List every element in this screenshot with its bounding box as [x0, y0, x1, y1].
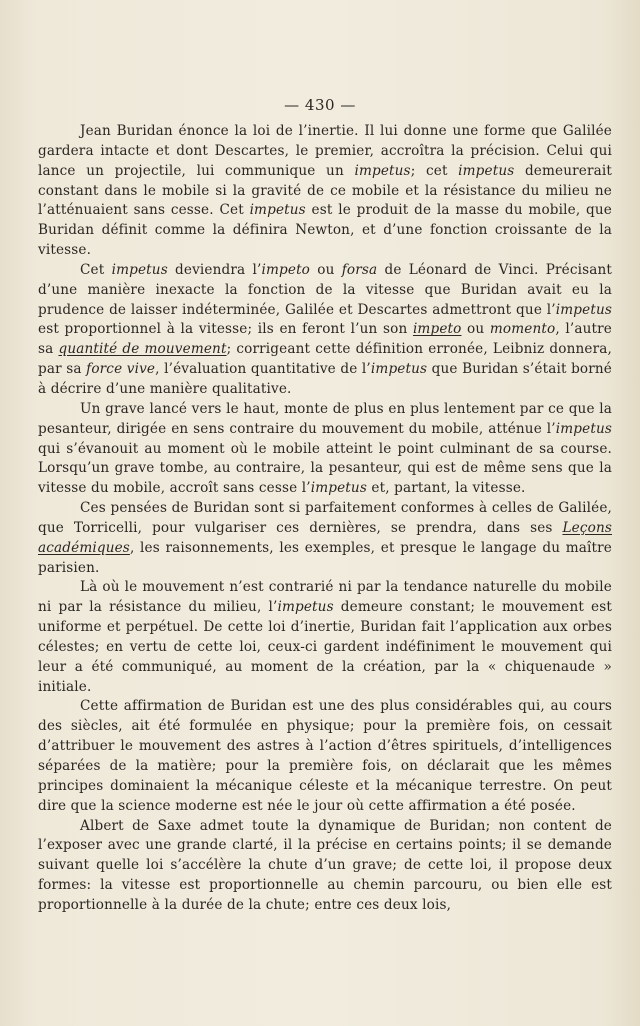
text-run: que Buridan s’était borné à décrire d’une manière qualitative.	[38, 361, 613, 397]
paragraph	[38, 400, 612, 499]
italic-term: impetus	[310, 480, 367, 497]
italic-term: momento	[489, 321, 556, 338]
text-run: Cet	[80, 261, 112, 278]
text-run: de Léonard de Vinci. Précisant d’une manière inexacte la fonction de la vitesse que Buridan avait eu la prudence de laisser indéterminée, Galilée et Descartes admettront que l’	[38, 261, 612, 318]
italic-term: impetus	[458, 162, 515, 179]
paragraph	[38, 261, 612, 400]
italic-term: quantité de mouvement	[58, 341, 227, 358]
paragraph	[38, 697, 612, 816]
italic-term: impetus	[555, 301, 612, 318]
paragraph	[38, 499, 612, 578]
paragraph	[38, 578, 612, 697]
text-run: Un grave lancé vers le haut, monte de plus en plus lentement par ce que la pesanteur, dirigée en sens contraire du mouvement du mobile, atténue l’	[38, 400, 612, 437]
italic-term: impetus	[277, 599, 334, 616]
body-text	[38, 122, 612, 916]
text-run: Ces pensées de Buridan sont si parfaitement conformes à celles de Galilée, que Torricelli, pour vulgariser ces dernières, se prendra, dans ses	[38, 500, 612, 536]
italic-term: impetus	[354, 162, 411, 179]
text-run: , les raisonnements, les exemples, et presque le langage du maître parisien.	[38, 539, 612, 576]
text-run: ou	[310, 261, 342, 278]
text-run: est le produit de la masse du mobile, que Buridan définit comme la définira Newton, et d’une fonction croissante de la vitesse.	[38, 202, 612, 259]
text-run: demeure constant; le mouvement est uniforme et perpétuel. De cette loi d’inertie, Buridan fait l’application aux orbes célestes; en vertu de cette loi, ceux-ci gardent indéfiniment le mouvement qui leur a été communiqué, au moment de la création, par la « chiquenaude » initiale.	[38, 599, 612, 695]
text-run: ou	[461, 321, 490, 338]
italic-term: impeto	[261, 261, 311, 278]
text-run: ; cet	[410, 162, 459, 179]
text-run: , l’autre sa	[38, 321, 612, 358]
paragraph	[38, 817, 612, 916]
text-run: Albert de Saxe admet toute la dynamique de Buridan; non content de l’exposer avec une grande clarté, il la précise en certains points; il se demande suivant quelle loi s’accélère la chute d’un grave; de cette loi, il propose deux formes: la vitesse est proportionnelle au chemin parcouru, ou bien elle est proportionnelle à la durée de la chute; entre ces deux lois,	[38, 817, 612, 913]
paragraph	[38, 122, 612, 261]
text-run: ; corrigeant cette définition erronée, Leibniz donnera, par sa	[38, 341, 612, 378]
italic-term: impetus	[370, 361, 428, 378]
text-run: est proportionnel à la vitesse; ils en feront l’un son	[38, 321, 413, 338]
text-run: Là où le mouvement n’est contrarié ni par la tendance naturelle du mobile ni par la résistance du milieu, l’	[38, 579, 612, 616]
text-run: Jean Buridan énonce la loi de l’inertie. Il lui donne une forme que Galilée gardera intacte et dont Descartes, le premier, accroîtra la précision. Celui qui lance un projectile, lui communique un	[38, 123, 612, 179]
italic-term: impetus	[249, 202, 306, 219]
text-run: Cette affirmation de Buridan est une des plus considérables qui, au cours des siècles, ait été formulée en physique; pour la première fois, on cessait d’attribuer le mouvement des astres à l’action d’êtres spirituels, d’intelligences séparées de la matière; pour la première fois, on déclarait que les mêmes principes dominaient la mécanique céleste et la mécanique terrestre. On peut dire que la science moderne est née le jour où cette affirmation a été posée.	[38, 698, 612, 814]
page-number: — 430 —	[284, 96, 356, 114]
text-run: et, partant, la vitesse.	[366, 480, 526, 497]
italic-term: impetus	[111, 261, 168, 278]
text-run: deviendra l’	[167, 261, 262, 278]
text-run: , l’évaluation quantitative de l’	[155, 361, 371, 378]
italic-term: impeto	[412, 321, 462, 338]
text-run: qui s’évanouit au moment où le mobile atteint le point culminant de sa course. Lorsqu’un grave tombe, au contraire, la pesanteur, qui est de même sens que la vitesse du mobile, accroît sans cesse l’	[38, 440, 612, 497]
italic-term: Leçons académiques	[38, 519, 612, 556]
italic-term: impetus	[555, 420, 612, 437]
italic-term: force vive	[86, 361, 156, 378]
italic-term: forsa	[341, 261, 378, 278]
text-run: demeurerait constant dans le mobile si la gravité de ce mobile et la résistance du milieu ne l’atténuaient sans cesse. Cet	[38, 162, 612, 219]
